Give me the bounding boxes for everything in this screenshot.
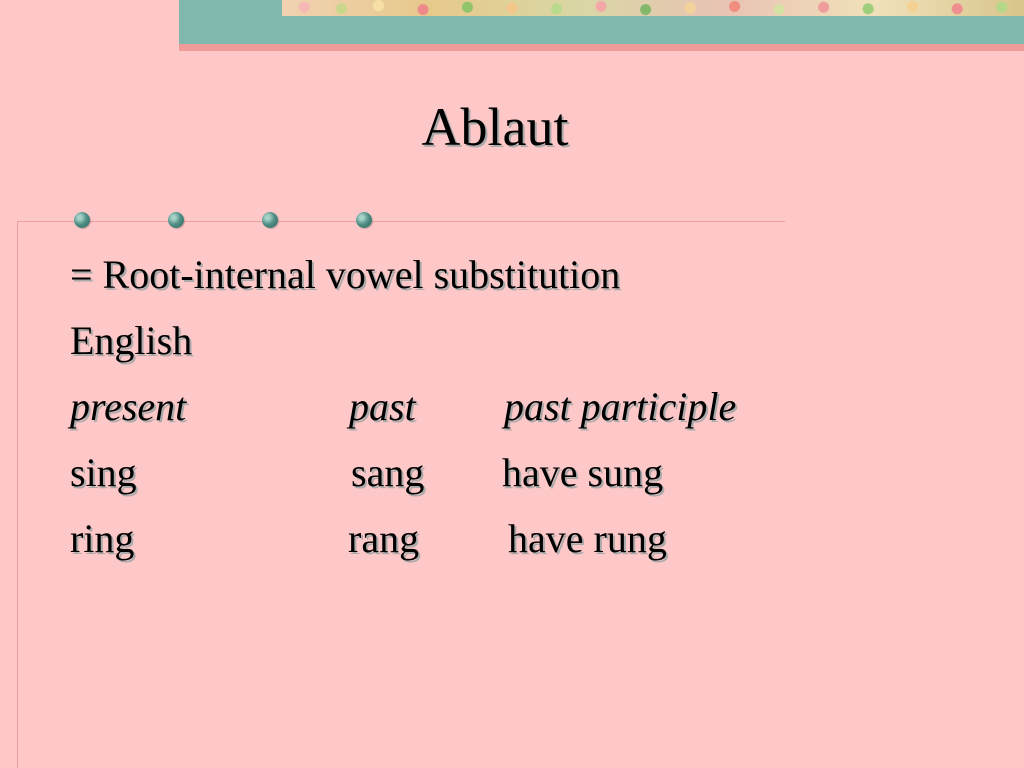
- row-2-past: rang: [348, 516, 420, 561]
- decorative-dot: [168, 212, 184, 228]
- header-past: past: [349, 384, 416, 429]
- decorative-dot: [262, 212, 278, 228]
- row-1-past: sang: [351, 450, 425, 495]
- horizontal-divider: [17, 221, 785, 222]
- decorative-dot: [74, 212, 90, 228]
- top-decorative-bar-shadow: [179, 44, 1024, 51]
- row-1-present: sing: [70, 450, 137, 495]
- vertical-divider: [17, 221, 18, 768]
- row-1-past-participle: have sung: [502, 450, 664, 495]
- decorative-dot: [356, 212, 372, 228]
- definition-text: = Root-internal vowel substitution: [70, 252, 621, 297]
- language-label: English: [70, 318, 193, 363]
- slide-title: Ablaut: [421, 97, 569, 157]
- header-present: present: [70, 384, 187, 429]
- row-2-past-participle: have rung: [508, 516, 667, 561]
- floral-banner-image: [282, 0, 1024, 16]
- row-2-present: ring: [70, 516, 135, 561]
- header-past-participle: past participle: [504, 384, 737, 429]
